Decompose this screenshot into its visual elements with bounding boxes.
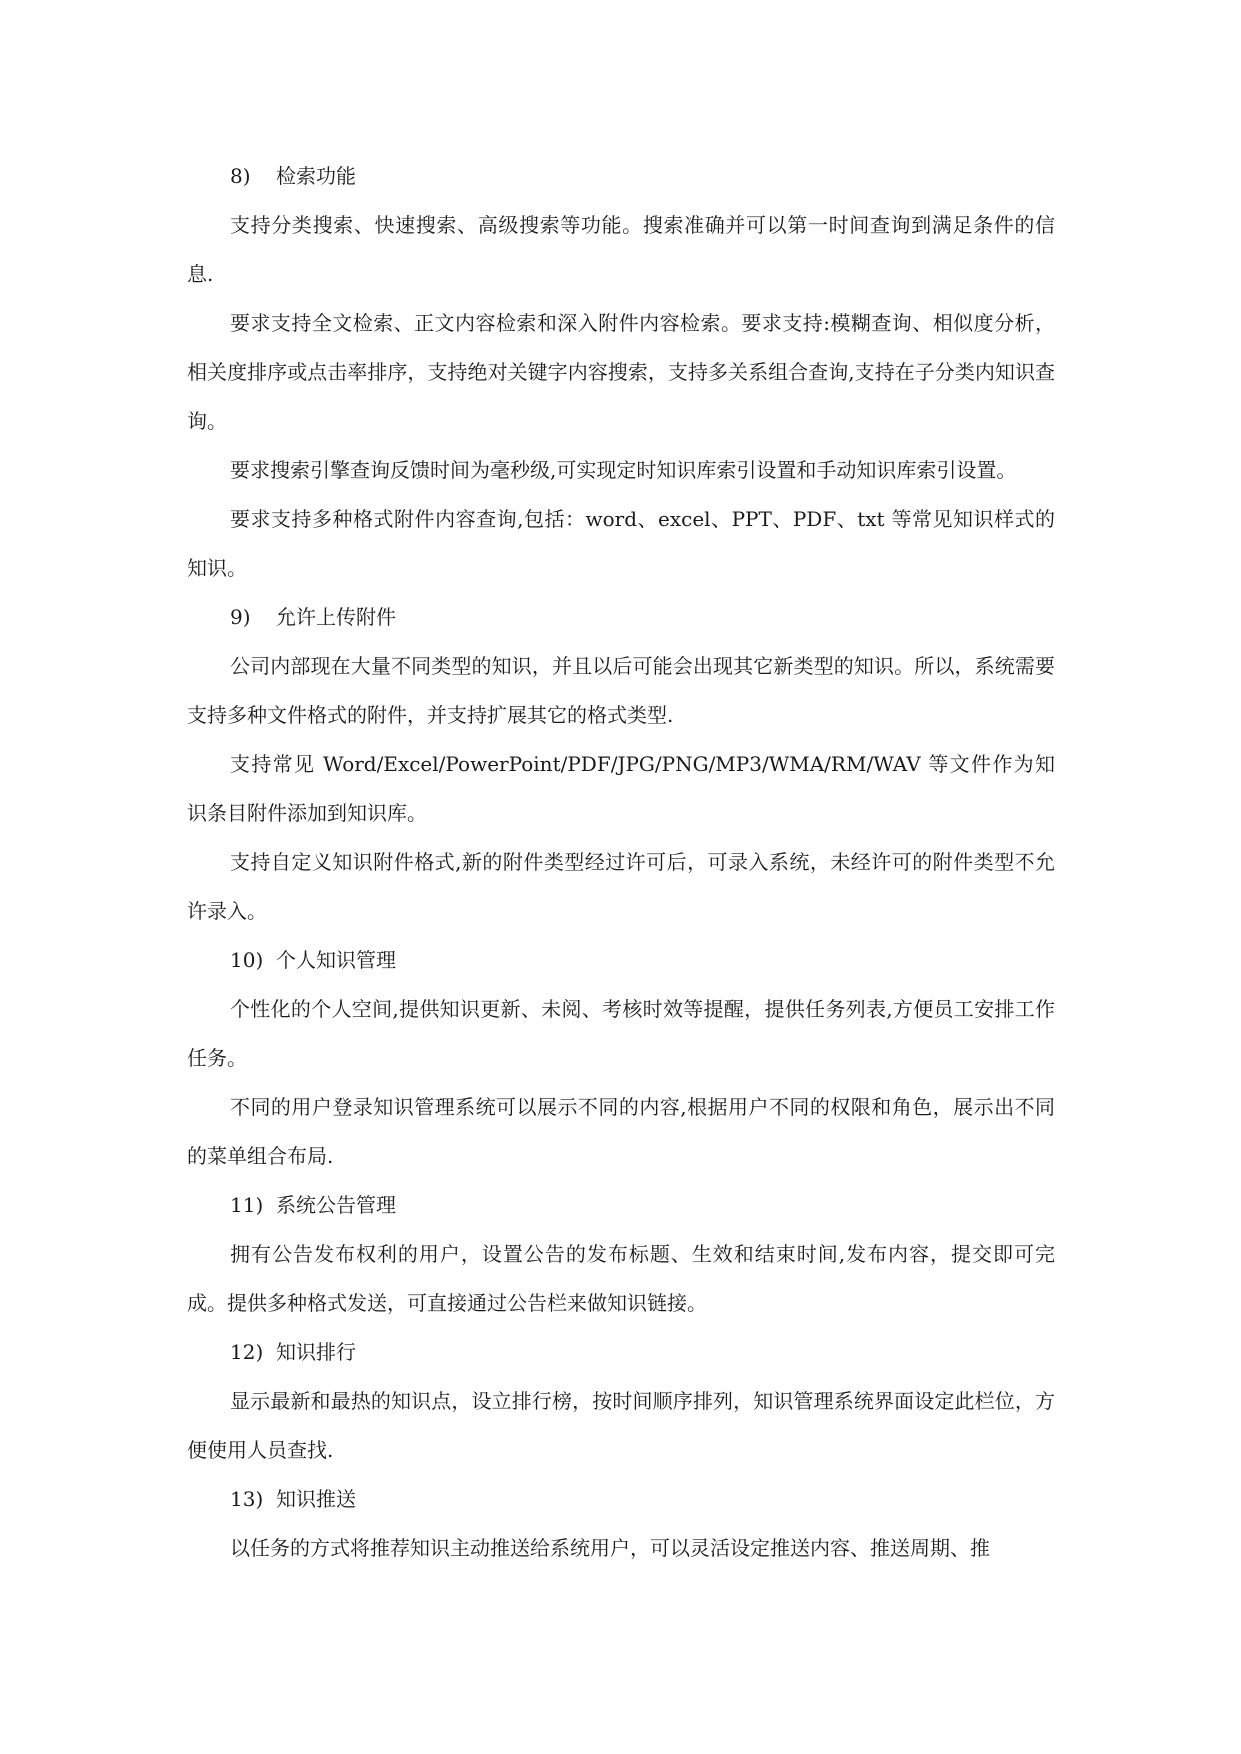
paragraph: 支持分类搜索、快速搜索、高级搜索等功能。搜索准确并可以第一时间查询到满足条件的信息.: [187, 213, 1055, 286]
section-number: 8): [230, 164, 251, 188]
section-title: 允许上传附件: [276, 605, 396, 629]
paragraph: 支持常见 Word/Excel/PowerPoint/PDF/JPG/PNG/MP3/WMA/RM/WAV 等文件作为知识条目附件添加到知识库。: [187, 752, 1055, 825]
section-heading-personal: [187, 936, 1055, 985]
section-title: 检索功能: [276, 164, 356, 188]
paragraph: 要求支持全文检索、正文内容检索和深入附件内容检索。要求支持:模糊查询、相似度分析，相关度排序或点击率排序，支持绝对关键字内容搜索，支持多关系组合查询,支持在子分类内知识查询。: [187, 311, 1055, 433]
paragraph: 个性化的个人空间,提供知识更新、未阅、考核时效等提醒，提供任务列表,方便员工安排工作任务。: [187, 997, 1055, 1070]
section-number: 11): [230, 1193, 264, 1217]
section-heading-announcement: [187, 1181, 1055, 1230]
section-number: 12): [230, 1340, 264, 1364]
document-page: [187, 152, 1055, 1573]
section-number: 10): [230, 948, 264, 972]
paragraph: 要求支持多种格式附件内容查询,包括：word、excel、PPT、PDF、txt 等常见知识样式的知识。: [187, 507, 1055, 580]
paragraph: 拥有公告发布权利的用户，设置公告的发布标题、生效和结束时间,发布内容，提交即可完成。提供多种格式发送，可直接通过公告栏来做知识链接。: [187, 1242, 1055, 1315]
section-heading-ranking: [187, 1328, 1055, 1377]
paragraph: 显示最新和最热的知识点，设立排行榜，按时间顺序排列，知识管理系统界面设定此栏位，方便使用人员查找.: [187, 1389, 1055, 1462]
section-title: 系统公告管理: [276, 1193, 396, 1217]
section-heading-search: [187, 152, 1055, 201]
paragraph: 支持自定义知识附件格式,新的附件类型经过许可后，可录入系统，未经许可的附件类型不允许录入。: [187, 850, 1055, 923]
section-title: 知识排行: [276, 1340, 356, 1364]
section-number: 9): [230, 605, 251, 629]
paragraph: 公司内部现在大量不同类型的知识，并且以后可能会出现其它新类型的知识。所以，系统需要支持多种文件格式的附件，并支持扩展其它的格式类型.: [187, 654, 1055, 727]
paragraph: 以任务的方式将推荐知识主动推送给系统用户，可以灵活设定推送内容、推送周期、推: [230, 1536, 990, 1560]
paragraph: 不同的用户登录知识管理系统可以展示不同的内容,根据用户不同的权限和角色，展示出不同的菜单组合布局.: [187, 1095, 1055, 1168]
section-title: 个人知识管理: [276, 948, 396, 972]
section-heading-upload: [187, 593, 1055, 642]
section-number: 13): [230, 1487, 264, 1511]
paragraph: 要求搜索引擎查询反馈时间为毫秒级,可实现定时知识库索引设置和手动知识库索引设置。: [230, 458, 1017, 482]
section-heading-push: [187, 1475, 1055, 1524]
section-title: 知识推送: [276, 1487, 356, 1511]
